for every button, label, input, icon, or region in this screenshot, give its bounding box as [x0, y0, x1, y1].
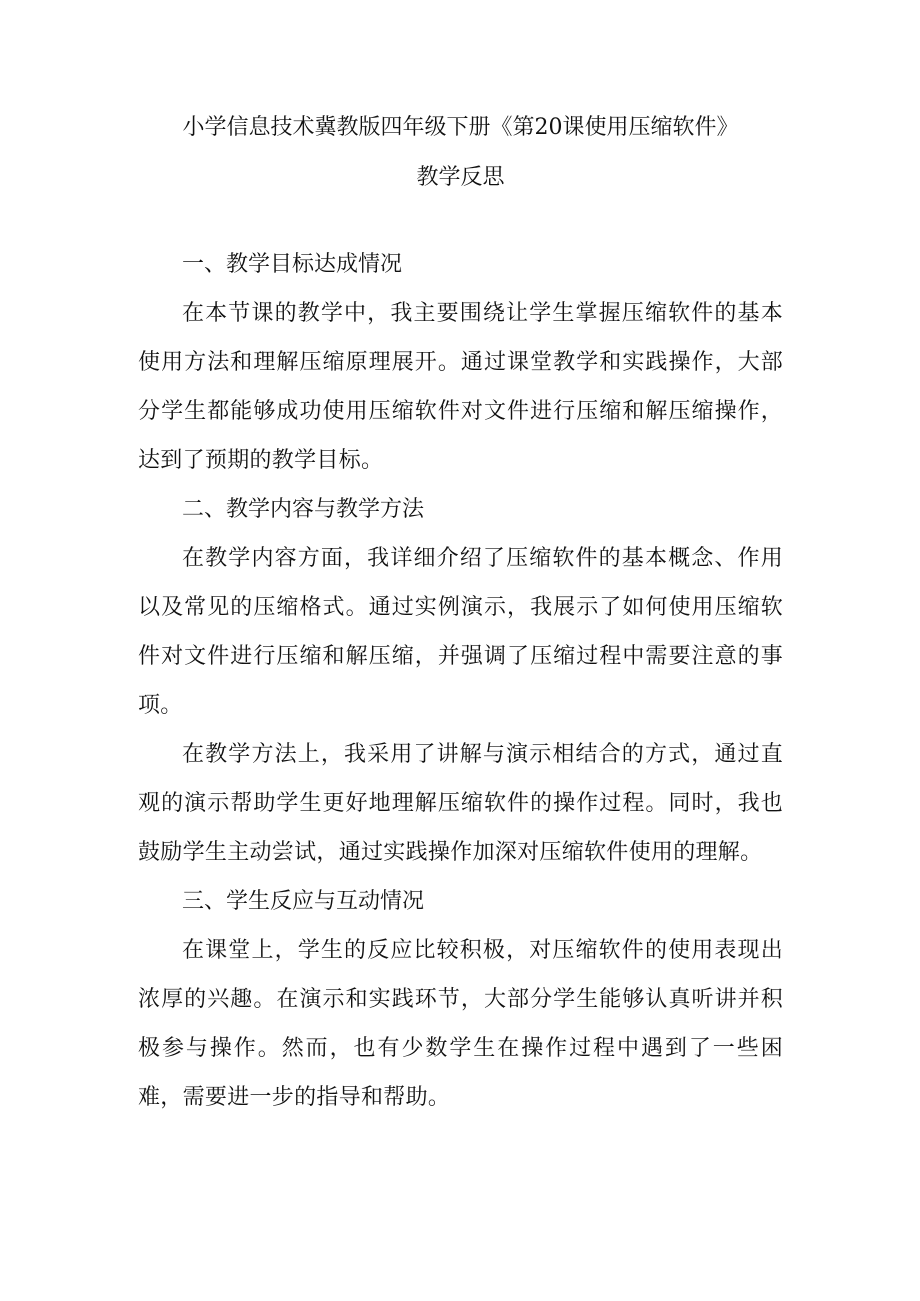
section-heading-3: 三、学生反应与互动情况 [182, 889, 425, 914]
section-3-paragraph-1: 在课堂上，学生的反应比较积极，对压缩软件的使用表现出浓厚的兴趣。在演示和实践环节，大部分学生能够认真听讲并积极参与操作。然而，也有少数学生在操作过程中遇到了一些困难，需要进一步的指导和帮助。 [138, 938, 783, 1110]
document-page [138, 110, 783, 1122]
section-1-paragraph-1: 在本节课的教学中，我主要围绕让学生掌握压缩软件的基本使用方法和理解压缩原理展开。通过课堂教学和实践操作，大部分学生都能够成功使用压缩软件对文件进行压缩和解压缩操作，达到了预期的教学目标。 [138, 301, 783, 473]
section-2-paragraph-1: 在教学内容方面，我详细介绍了压缩软件的基本概念、作用以及常见的压缩格式。通过实例演示，我展示了如何使用压缩软件对文件进行压缩和解压缩，并强调了压缩过程中需要注意的事项。 [138, 546, 783, 718]
document-body [138, 240, 783, 1122]
section-heading-2: 二、教学内容与教学方法 [182, 497, 425, 522]
section-2-paragraph-2: 在教学方法上，我采用了讲解与演示相结合的方式，通过直观的演示帮助学生更好地理解压缩软件的操作过程。同时，我也鼓励学生主动尝试，通过实践操作加深对压缩软件使用的理解。 [138, 742, 783, 865]
document-subtitle: 教学反思 [416, 165, 505, 190]
document-title: 小学信息技术冀教版四年级下册《第20课使用压缩软件》 [182, 115, 739, 140]
section-heading-1: 一、教学目标达成情况 [182, 252, 403, 277]
